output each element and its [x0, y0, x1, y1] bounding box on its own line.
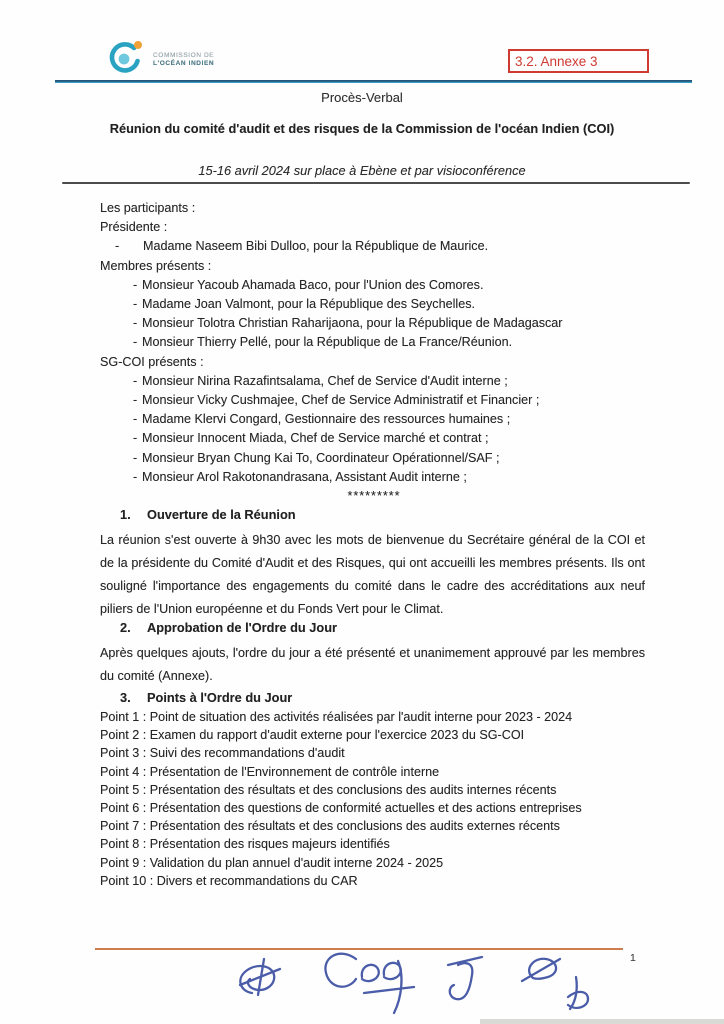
section-number: 1.	[120, 507, 131, 522]
president-name: Madame Naseem Bibi Dulloo, pour la République de Maurice.	[143, 239, 489, 254]
sg-member-name: Madame Klervi Congard, Gestionnaire des ressources humaines ;	[142, 412, 511, 427]
list-item	[100, 295, 648, 314]
section-2-body: Après quelques ajouts, l'ordre du jour a été présenté et unanimement approuvé par les membres du comité (Annexe).	[100, 646, 645, 683]
list-item	[100, 449, 648, 468]
agenda-point: Point 9 : Validation du plan annuel d'audit interne 2024 - 2025	[100, 855, 444, 870]
dash-bullet: -	[133, 450, 138, 465]
list-item	[100, 314, 648, 333]
document-date: 15-16 avril 2024 sur place à Ebène et par visioconférence	[198, 163, 526, 178]
agenda-point: Point 7 : Présentation des résultats et des conclusions des audits externes récents	[100, 819, 560, 834]
date-divider	[62, 182, 690, 184]
signature-5-icon	[568, 977, 588, 1009]
member-name: Monsieur Thierry Pellé, pour la République de La France/Réunion.	[142, 335, 513, 350]
agenda-point: Point 1 : Point de situation des activités réalisées par l'audit interne pour 2023 - 2024	[100, 710, 573, 724]
agenda-point: Point 4 : Présentation de l'Environnement de contrôle interne	[100, 764, 440, 779]
sg-member-name: Monsieur Innocent Miada, Chef de Service marché et contrat ;	[142, 431, 489, 446]
dash-bullet: -	[133, 316, 138, 331]
coi-logo	[104, 36, 214, 78]
signature-1-icon	[240, 959, 280, 995]
list-item	[100, 410, 648, 429]
section-title: Points à l'Ordre du Jour	[147, 690, 293, 705]
section-2-heading	[120, 620, 337, 635]
dash-bullet: -	[133, 393, 138, 408]
list-item	[100, 429, 648, 448]
sg-member-name: Monsieur Bryan Chung Kai To, Coordinateur Opérationnel/SAF ;	[142, 450, 500, 465]
member-name: Madame Joan Valmont, pour la République des Seychelles.	[142, 297, 475, 312]
section-3-heading	[120, 690, 292, 705]
member-name: Monsieur Tolotra Christian Raharijaona, pour la République de Madagascar	[142, 316, 563, 331]
members-label: Membres présents :	[100, 258, 212, 273]
section-number: 3.	[120, 690, 131, 705]
dash-bullet: -	[115, 239, 120, 254]
list-item	[100, 468, 648, 487]
section-number: 2.	[120, 620, 131, 635]
dash-bullet: -	[133, 412, 138, 427]
president-label: Présidente :	[100, 220, 168, 235]
page-number: 1	[630, 952, 636, 964]
sg-member-name: Monsieur Vicky Cushmajee, Chef de Service Administratif et Financier ;	[142, 393, 540, 408]
dash-bullet: -	[133, 373, 138, 388]
dash-bullet: -	[133, 335, 138, 350]
section-title: Ouverture de la Réunion	[147, 507, 296, 522]
participants-intro: Les participants :	[100, 201, 196, 215]
coi-logo-icon	[104, 36, 146, 78]
agenda-point: Point 3 : Suivi des recommandations d'audit	[100, 746, 345, 761]
agenda-point: Point 2 : Examen du rapport d'audit externe pour l'exercice 2023 du SG-COI	[100, 728, 525, 743]
logo-line-2: L'OCÉAN INDIEN	[153, 60, 215, 67]
section-1-body: La réunion s'est ouverte à 9h30 avec les mots de bienvenue du Secrétaire général de la COI et de la présidente du Comité d'Audit et des Risques, qui ont accueilli les membres présents. Ils ont souligné l'importance des engagements du comité dans le cadre des accréditations aux neuf piliers de l'Union européenne et du Fonds Vert pour le Climat.	[100, 533, 645, 616]
handwritten-signatures	[190, 935, 640, 1024]
dash-bullet: -	[133, 277, 138, 292]
agenda-point: Point 6 : Présentation des questions de conformité actuelles et des actions entreprises	[100, 801, 582, 816]
document-type: Procès-Verbal	[321, 90, 403, 105]
list-item	[100, 391, 648, 410]
sg-member-name: Monsieur Arol Rakotonandrasana, Assistant Audit interne ;	[142, 469, 467, 484]
dash-bullet: -	[133, 469, 138, 484]
agenda-point: Point 5 : Présentation des résultats et des conclusions des audits internes récents	[100, 782, 557, 797]
coi-logo-text	[153, 46, 214, 68]
list-item	[100, 333, 648, 352]
logo-line-1: COMMISSION DE	[153, 52, 215, 59]
scan-artifact	[480, 1019, 724, 1024]
signature-3-icon	[448, 957, 482, 999]
participants-section	[100, 199, 648, 506]
sg-coi-label: SG-COI présents :	[100, 354, 204, 369]
header-divider	[55, 80, 692, 83]
signature-4-icon	[522, 959, 560, 981]
agenda-point: Point 8 : Présentation des risques majeurs identifiés	[100, 837, 390, 852]
signature-2-icon	[325, 954, 414, 1013]
document-title: Réunion du comité d'audit et des risques de la Commission de l'océan Indien (COI)	[109, 121, 615, 136]
section-1-heading	[120, 507, 296, 522]
agenda-point: Point 10 : Divers et recommandations du CAR	[100, 873, 358, 888]
member-name: Monsieur Yacoub Ahamada Baco, pour l'Union des Comores.	[142, 277, 484, 292]
dash-bullet: -	[133, 297, 138, 312]
list-item	[100, 276, 648, 295]
sg-member-name: Monsieur Nirina Razafintsalama, Chef de Service d'Audit interne ;	[142, 373, 508, 388]
agenda-points-list	[100, 708, 660, 890]
asterisk-separator: *********	[347, 489, 401, 504]
section-title: Approbation de l'Ordre du Jour	[147, 620, 338, 635]
list-item	[100, 237, 648, 256]
dash-bullet: -	[133, 431, 138, 446]
list-item	[100, 372, 648, 391]
annexe-stamp: 3.2. Annexe 3	[508, 49, 649, 73]
